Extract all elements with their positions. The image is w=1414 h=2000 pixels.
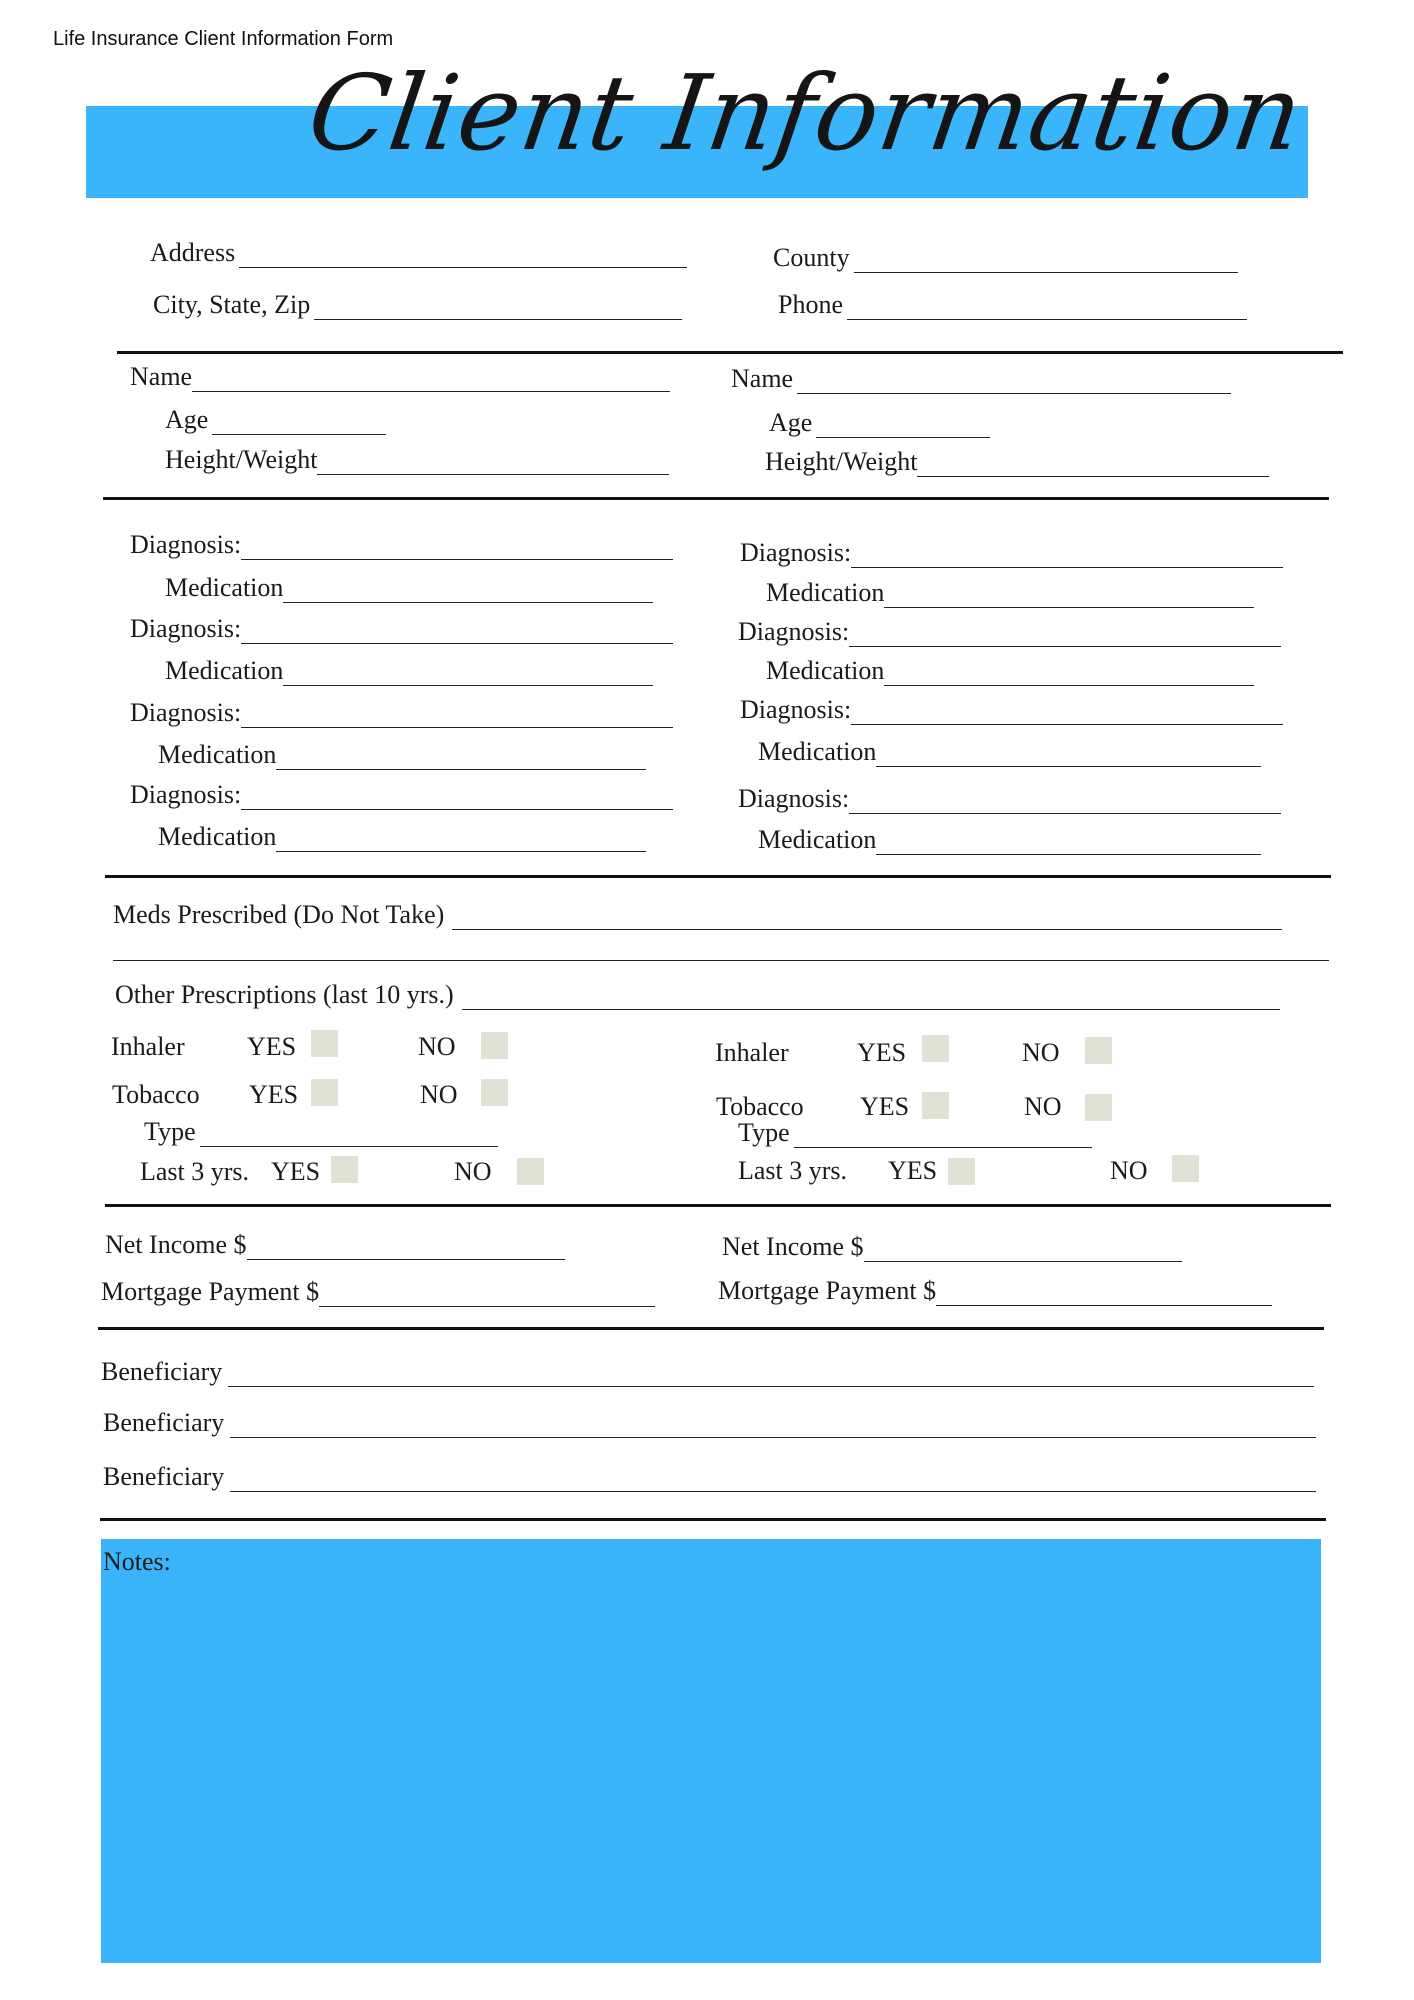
diagnosis-label: Diagnosis: xyxy=(130,614,242,643)
yes-label: YES xyxy=(860,1092,910,1121)
age-label: Age xyxy=(165,405,209,434)
medication-field[interactable] xyxy=(766,578,1254,608)
net-income-field-left[interactable] xyxy=(105,1230,565,1260)
medication-field[interactable] xyxy=(158,740,646,770)
diagnosis-field[interactable] xyxy=(130,698,673,728)
net-income-label: Net Income $ xyxy=(722,1232,864,1261)
no-label: NO xyxy=(418,1032,456,1061)
meds-prescribed-field[interactable] xyxy=(113,900,1282,930)
type-label: Type xyxy=(144,1117,196,1146)
age-label: Age xyxy=(769,408,813,437)
medication-label: Medication xyxy=(758,825,877,854)
last3-no-checkbox[interactable] xyxy=(517,1158,544,1185)
beneficiary-field-3[interactable] xyxy=(103,1462,1316,1492)
tobacco-type-field[interactable] xyxy=(144,1117,498,1147)
page-title: Client Information xyxy=(301,52,1311,174)
age-field-left[interactable] xyxy=(165,405,386,435)
medication-field[interactable] xyxy=(758,825,1261,855)
other-prescriptions-field[interactable] xyxy=(115,980,1280,1010)
name-field-right[interactable] xyxy=(731,364,1231,394)
address-field[interactable] xyxy=(150,238,687,268)
medication-field[interactable] xyxy=(165,656,653,686)
address-label: Address xyxy=(150,238,236,267)
diagnosis-field[interactable] xyxy=(130,614,673,644)
medication-label: Medication xyxy=(165,573,284,602)
divider xyxy=(117,351,1343,354)
diagnosis-field[interactable] xyxy=(740,695,1283,725)
yes-label: YES xyxy=(247,1032,297,1061)
medication-field[interactable] xyxy=(766,656,1254,686)
no-label: NO xyxy=(1024,1092,1062,1121)
phone-label: Phone xyxy=(778,290,843,319)
diagnosis-label: Diagnosis: xyxy=(130,780,242,809)
no-label: NO xyxy=(420,1080,458,1109)
diagnosis-field[interactable] xyxy=(738,617,1281,647)
beneficiary-label: Beneficiary xyxy=(101,1357,223,1386)
meds-prescribed-continuation-line[interactable] xyxy=(113,958,1329,961)
inhaler-label: Inhaler xyxy=(111,1032,185,1061)
no-label: NO xyxy=(454,1157,492,1186)
tobacco-yes-checkbox[interactable] xyxy=(311,1079,338,1106)
city-state-zip-label: City, State, Zip xyxy=(153,290,311,319)
notes-area[interactable] xyxy=(101,1539,1321,1963)
diagnosis-field[interactable] xyxy=(740,538,1283,568)
yes-label: YES xyxy=(249,1080,299,1109)
tobacco-label: Tobacco xyxy=(112,1080,200,1109)
last3-no-checkbox[interactable] xyxy=(1172,1155,1199,1182)
divider xyxy=(103,497,1329,500)
height-weight-label: Height/Weight xyxy=(765,447,918,476)
diagnosis-label: Diagnosis: xyxy=(130,698,242,727)
yes-label: YES xyxy=(857,1038,907,1067)
last3-yes-checkbox[interactable] xyxy=(948,1158,975,1185)
diagnosis-field[interactable] xyxy=(738,784,1281,814)
other-prescriptions-label: Other Prescriptions (last 10 yrs.) xyxy=(115,980,454,1009)
net-income-label: Net Income $ xyxy=(105,1230,247,1259)
mortgage-field-left[interactable] xyxy=(101,1277,655,1307)
last3-yes-checkbox[interactable] xyxy=(331,1156,358,1183)
mortgage-field-right[interactable] xyxy=(718,1276,1272,1306)
diagnosis-label: Diagnosis: xyxy=(740,538,852,567)
medication-label: Medication xyxy=(158,740,277,769)
divider xyxy=(105,875,1331,878)
last3-label: Last 3 yrs. xyxy=(140,1157,250,1186)
county-label: County xyxy=(773,243,850,272)
mortgage-label: Mortgage Payment $ xyxy=(718,1276,937,1305)
diagnosis-field[interactable] xyxy=(130,780,673,810)
tobacco-label: Tobacco xyxy=(716,1092,804,1121)
diagnosis-label: Diagnosis: xyxy=(738,617,850,646)
inhaler-label: Inhaler xyxy=(715,1038,789,1067)
meds-prescribed-label: Meds Prescribed (Do Not Take) xyxy=(113,900,445,929)
mortgage-label: Mortgage Payment $ xyxy=(101,1277,320,1306)
county-field[interactable] xyxy=(773,243,1238,273)
beneficiary-label: Beneficiary xyxy=(103,1462,225,1491)
medication-label: Medication xyxy=(158,822,277,851)
form-header: Life Insurance Client Information Form xyxy=(53,28,394,50)
tobacco-no-checkbox[interactable] xyxy=(1085,1094,1112,1121)
medication-field[interactable] xyxy=(165,573,653,603)
city-state-zip-field[interactable] xyxy=(153,290,682,320)
yes-label: YES xyxy=(888,1156,938,1185)
name-label: Name xyxy=(731,364,794,393)
last3-label: Last 3 yrs. xyxy=(738,1156,848,1185)
no-label: NO xyxy=(1022,1038,1060,1067)
medication-field[interactable] xyxy=(758,737,1261,767)
height-weight-field-left[interactable] xyxy=(165,445,669,475)
tobacco-type-field[interactable] xyxy=(738,1118,1092,1148)
height-weight-field-right[interactable] xyxy=(765,447,1269,477)
no-label: NO xyxy=(1110,1156,1148,1185)
beneficiary-field-1[interactable] xyxy=(101,1357,1314,1387)
tobacco-no-checkbox[interactable] xyxy=(481,1079,508,1106)
inhaler-no-checkbox[interactable] xyxy=(1085,1037,1112,1064)
inhaler-no-checkbox[interactable] xyxy=(481,1032,508,1059)
divider xyxy=(98,1327,1324,1330)
medication-field[interactable] xyxy=(158,822,646,852)
notes-label: Notes: xyxy=(103,1547,171,1576)
medication-label: Medication xyxy=(766,656,885,685)
phone-field[interactable] xyxy=(778,290,1247,320)
divider xyxy=(100,1518,1326,1521)
beneficiary-field-2[interactable] xyxy=(103,1408,1316,1438)
yes-label: YES xyxy=(271,1157,321,1186)
beneficiary-label: Beneficiary xyxy=(103,1408,225,1437)
diagnosis-field[interactable] xyxy=(130,530,673,560)
net-income-field-right[interactable] xyxy=(722,1232,1182,1262)
tobacco-yes-checkbox[interactable] xyxy=(922,1092,949,1119)
type-label: Type xyxy=(738,1118,790,1147)
divider xyxy=(105,1204,1331,1207)
height-weight-label: Height/Weight xyxy=(165,445,318,474)
medication-label: Medication xyxy=(165,656,284,685)
inhaler-yes-checkbox[interactable] xyxy=(922,1035,949,1062)
diagnosis-label: Diagnosis: xyxy=(738,784,850,813)
age-field-right[interactable] xyxy=(769,408,990,438)
diagnosis-label: Diagnosis: xyxy=(740,695,852,724)
medication-label: Medication xyxy=(766,578,885,607)
name-field-left[interactable] xyxy=(130,362,670,392)
inhaler-yes-checkbox[interactable] xyxy=(311,1030,338,1057)
diagnosis-label: Diagnosis: xyxy=(130,530,242,559)
name-label: Name xyxy=(130,362,193,391)
medication-label: Medication xyxy=(758,737,877,766)
